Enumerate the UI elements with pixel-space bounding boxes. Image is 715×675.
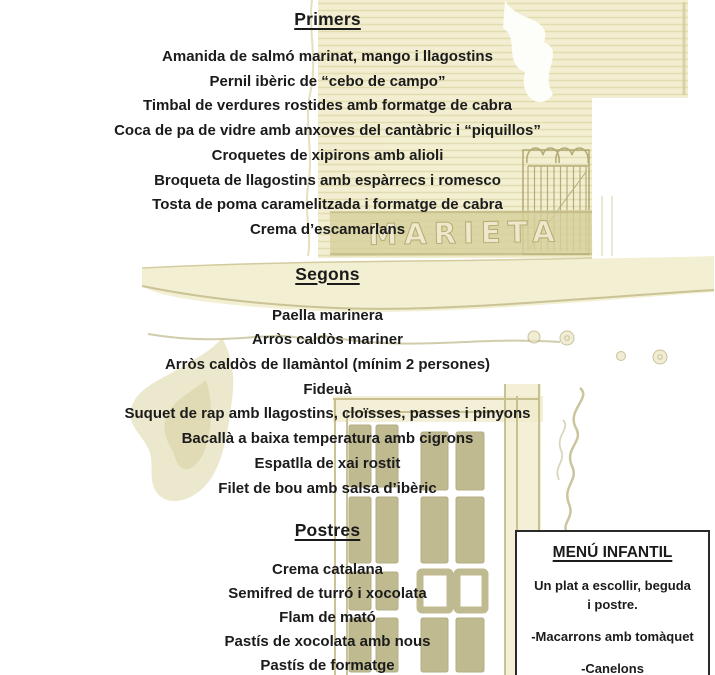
menu-item: Crema d’escamarlans xyxy=(249,220,406,238)
section-items xyxy=(0,304,655,502)
menu-item: Suquet de rap amb llagostins, cloïsses, passes i pinyons xyxy=(124,405,531,423)
menu-item: Crema catalana xyxy=(272,561,383,579)
menu-item: Bacallà a baixa temperatura amb cigrons xyxy=(181,430,474,448)
kids-menu-title: MENÚ INFANTIL xyxy=(552,544,673,561)
section-title: Primers xyxy=(294,9,361,29)
menu-item: Paella marinera xyxy=(272,306,383,324)
menu-section-0 xyxy=(0,0,655,243)
kids-menu-box xyxy=(515,530,710,675)
kids-menu-item: -Macarrons amb tomàquet xyxy=(531,629,694,644)
menu-item: Pastís de formatge xyxy=(260,657,395,675)
kids-menu-description: Un plat a escollir, beguda i postre. xyxy=(534,578,691,612)
menu-item: Croquetes de xipirons amb alioli xyxy=(211,146,444,164)
menu-section-1 xyxy=(0,243,655,502)
menu-item: Arròs caldòs mariner xyxy=(252,331,403,349)
menu-item: Flam de mató xyxy=(279,609,376,627)
kids-menu-item: -Canelons xyxy=(581,661,644,675)
section-title: Segons xyxy=(295,263,360,284)
menu-item: Arròs caldòs de llamàntol (mínim 2 persones) xyxy=(164,356,491,374)
menu-item: Timbal de verdures rostides amb formatge de cabra xyxy=(142,97,513,115)
section-title: Postres xyxy=(294,520,361,541)
kids-menu-items xyxy=(527,629,698,675)
menu-item: Espatlla de xai rostit xyxy=(254,454,401,472)
menu-item: Pastís de xocolata amb nous xyxy=(224,633,431,651)
menu-item: Tosta de poma caramelitzada i formatge de cabra xyxy=(152,196,503,214)
menu-item: Filet de bou amb salsa d’ibèric xyxy=(218,479,437,497)
section-items xyxy=(0,45,655,243)
menu-item: Fideuà xyxy=(303,380,352,398)
sign-text: MARIETA xyxy=(368,214,562,252)
menu-item: Pernil ibèric de “cebo de campo” xyxy=(209,72,446,90)
menu-item: Amanida de salmó marinat, mango i llagostins xyxy=(162,48,493,65)
menu-item: Broqueta de llagostins amb espàrrecs i romesco xyxy=(154,171,501,189)
menu-item: Coca de pa de vidre amb anxoves del cantàbric i “piquillos” xyxy=(114,122,541,140)
menu-item: Semifred de turró i xocolata xyxy=(228,585,427,603)
